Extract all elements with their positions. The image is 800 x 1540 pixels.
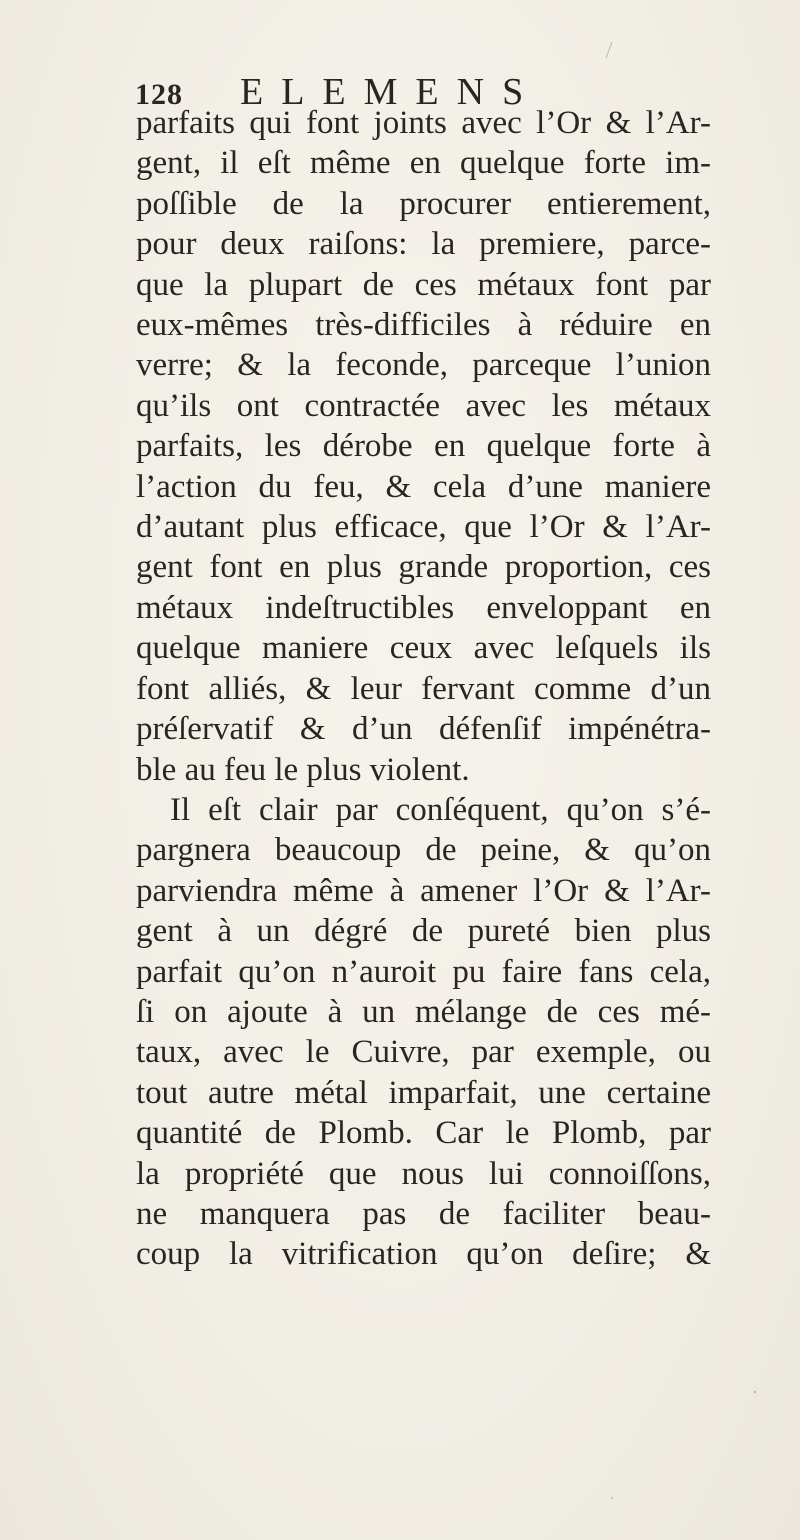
text-line: eux-mêmes très-difficiles à réduire en [136,307,711,344]
text-line: parviendra même à amener l’Or & l’Ar- [136,872,711,909]
text-line: que la plupart de ces métaux font par [136,266,711,303]
text-line: pargnera beaucoup de peine, & qu’on [136,832,711,869]
text-line: quelque maniere ceux avec leſquels ils [136,630,711,667]
text-line: parfait qu’on n’auroit pu faire fans cela, [136,953,711,990]
text-line: gent, il eſt même en quelque forte im- [136,145,711,182]
text-line: pour deux raiſons: la premiere, parce- [136,226,711,263]
text-line: parfaits qui font joints avec l’Or & l’Ar- [136,105,711,141]
text-line: parfaits, les dérobe en quelque forte à [136,428,711,465]
text-line: métaux indeſtructibles enveloppant en [136,589,711,626]
text-line: ne manquera pas de faciliter beau- [136,1195,711,1232]
text-line: tout autre métal imparfait, une certaine [136,1074,711,1111]
text-line: d’autant plus efficace, que l’Or & l’Ar- [136,509,711,546]
text-line: qu’ils ont contractée avec les métaux [136,387,711,424]
paragraph-start-line: Il eſt clair par conſéquent, qu’on s’é- [170,791,711,828]
text-line: quantité de Plomb. Car le Plomb, par [136,1115,711,1152]
text-line: gent à un dégré de pureté bien plus [136,913,711,950]
text-line: font alliés, & leur fervant comme d’un [136,670,711,707]
text-line: la propriété que nous lui connoiſſons, [136,1155,711,1192]
text-line: gent font en plus grande proportion, ces [136,549,711,586]
page-number: 128 [135,78,183,111]
text-line: préſervatif & d’un défenſif impénétra- [136,711,711,748]
running-title: ELEMENS [240,71,542,113]
text-line: poſſible de la procurer entierement, [136,185,711,222]
text-line: ſi on ajoute à un mélange de ces mé- [136,993,711,1030]
body-text [136,103,711,1275]
text-line: coup la vitrification qu’on deſire; & [136,1236,711,1273]
text-line: l’action du feu, & cela d’une maniere [136,468,711,505]
paragraph-end-line: ble au feu le plus violent. [136,751,470,788]
text-line: taux, avec le Cuivre, par exemple, ou [136,1034,711,1071]
text-line: verre; & la feconde, parceque l’union [136,347,711,384]
